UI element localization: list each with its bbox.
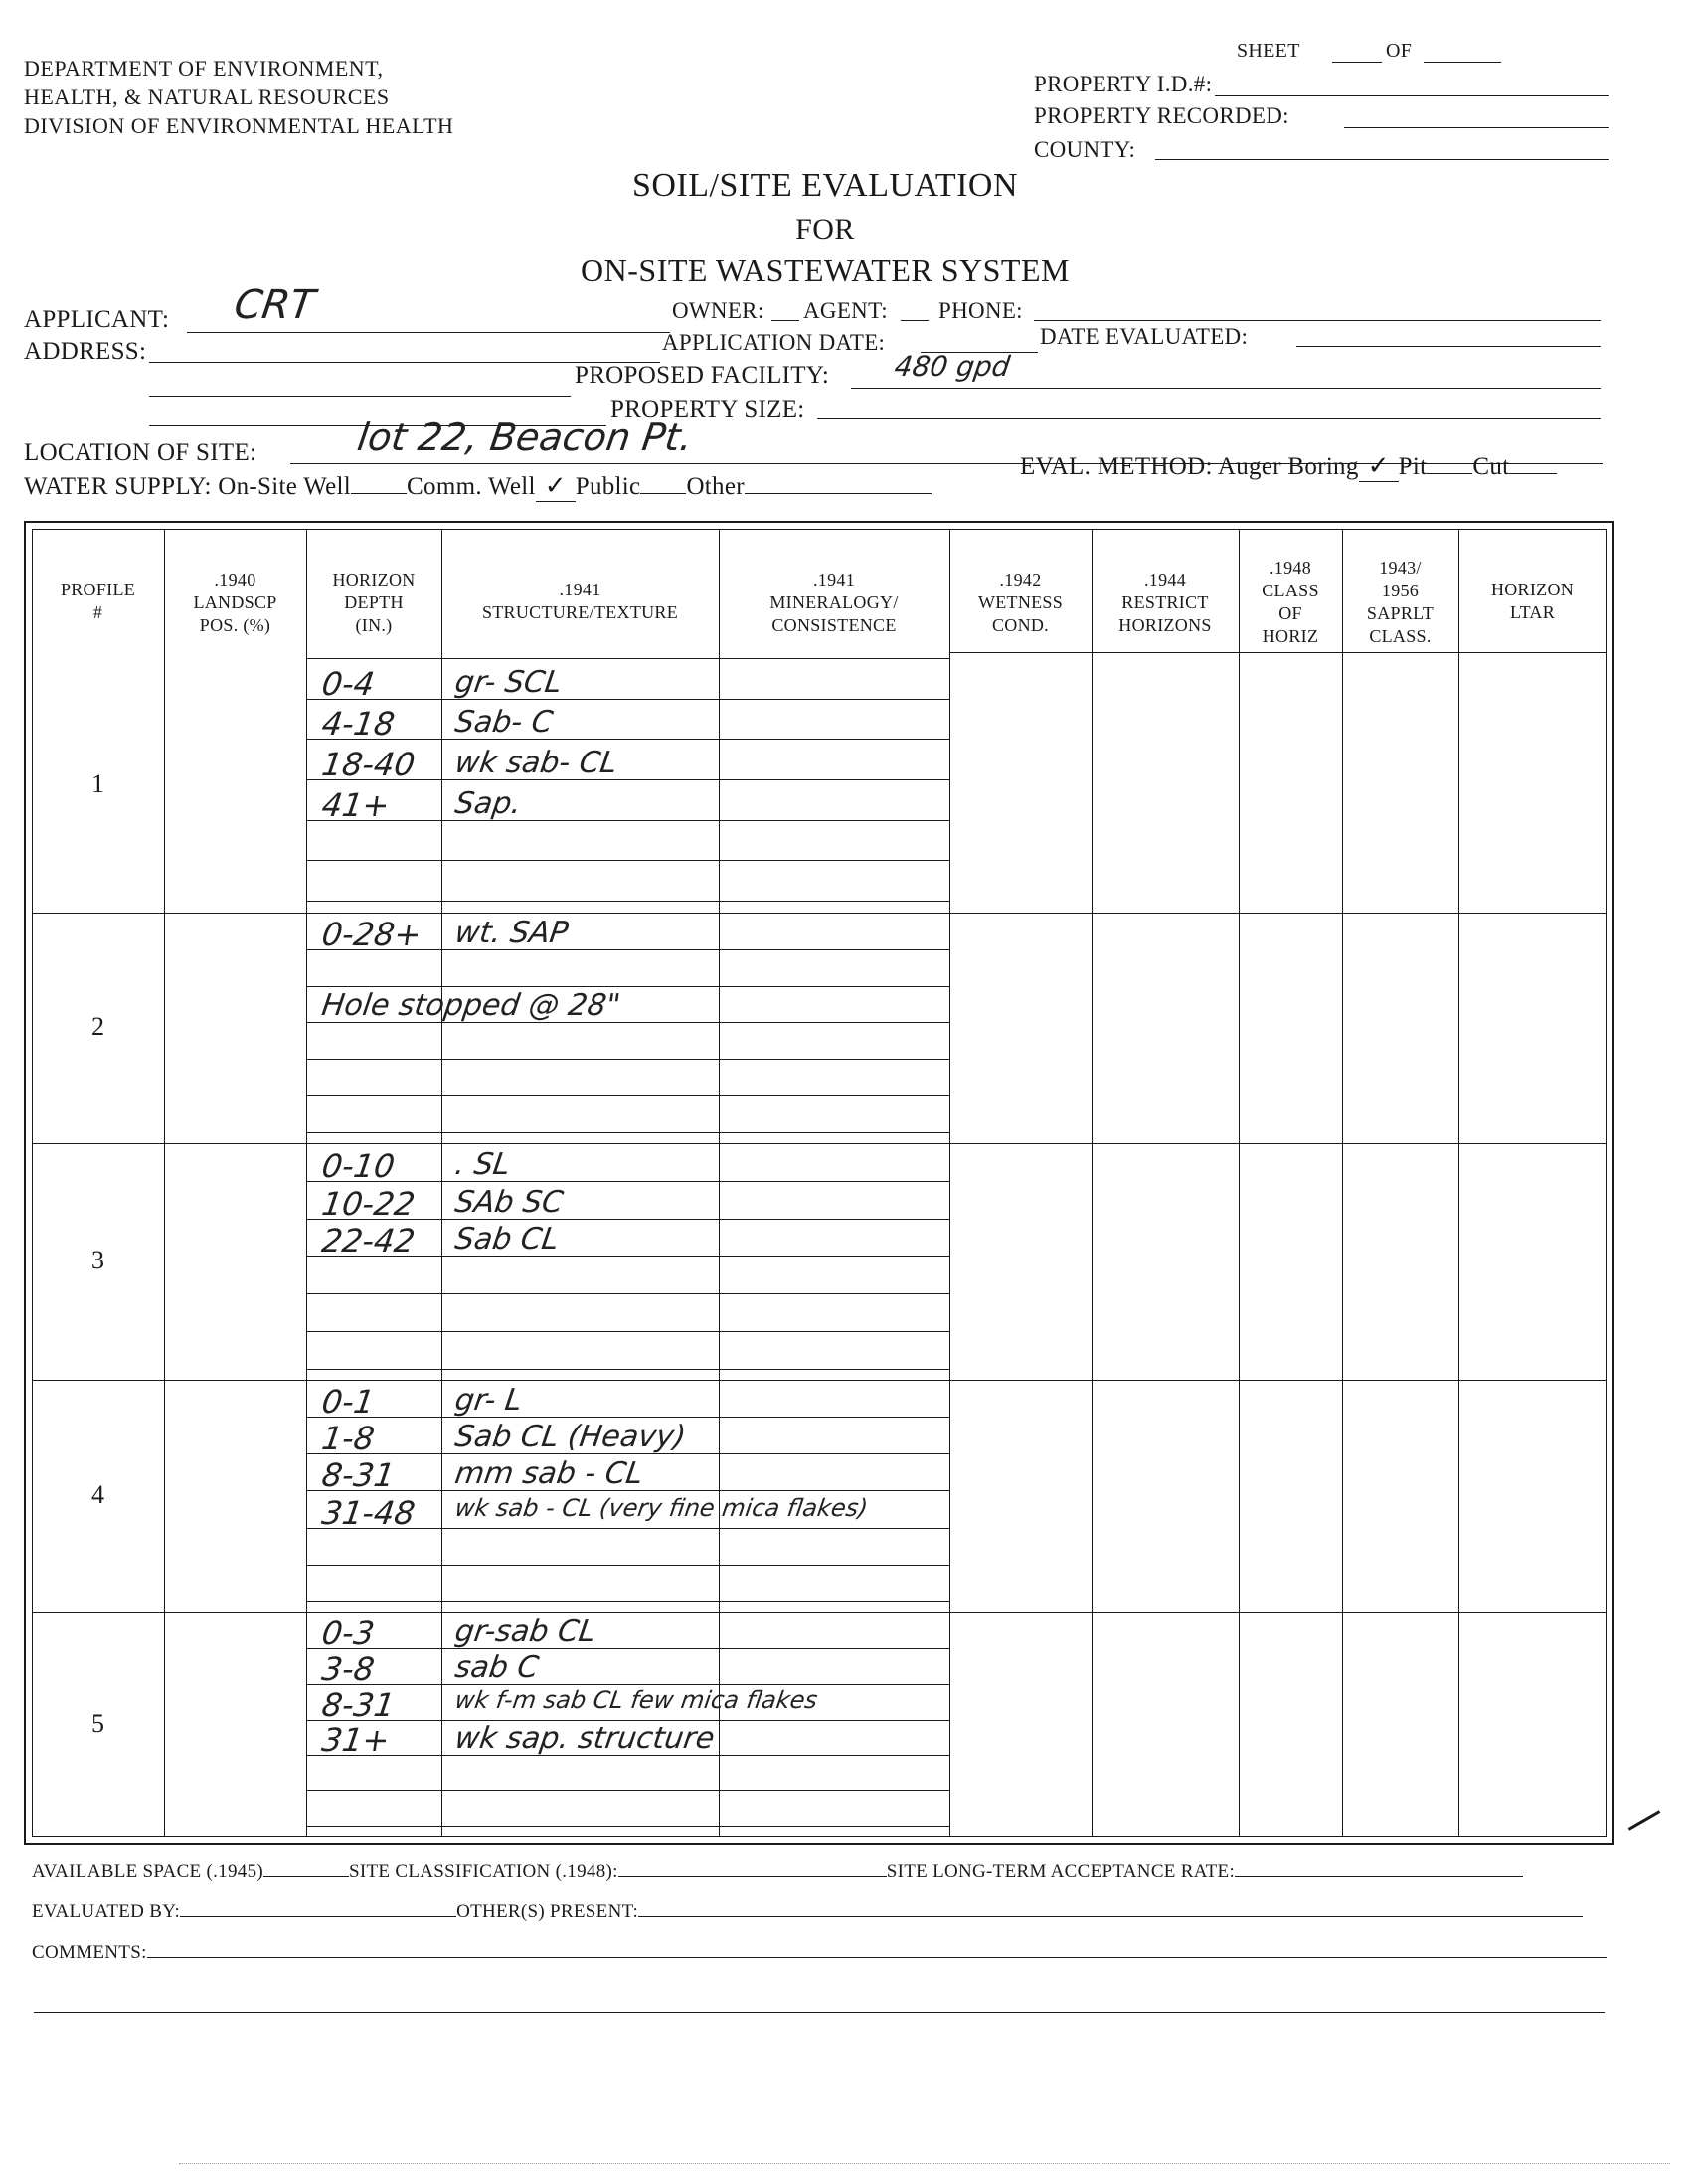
- horizon-texture: SAb SC: [452, 1185, 566, 1220]
- profile-number: 1: [91, 769, 104, 798]
- proposed-facility-field[interactable]: [851, 388, 1601, 389]
- date-evaluated-label: DATE EVALUATED:: [1040, 324, 1249, 349]
- location-value: lot 22, Beacon Pt.: [354, 416, 696, 459]
- comments-field[interactable]: [147, 1957, 1607, 1958]
- sheet-field[interactable]: [1332, 62, 1382, 63]
- column-header: [306, 569, 441, 637]
- dept-line-1: DEPARTMENT OF ENVIRONMENT,: [24, 56, 384, 81]
- header-divider: [306, 658, 949, 659]
- horizon-row-line: [306, 1417, 949, 1418]
- horizon-row-line: [306, 1022, 949, 1023]
- form-title-system: ON-SITE WASTEWATER SYSTEM: [581, 252, 1070, 288]
- column-divider: [719, 529, 720, 1837]
- horizon-row-line: [306, 949, 949, 950]
- column-header: [1458, 579, 1607, 624]
- property-recorded-label: PROPERTY RECORDED:: [1034, 103, 1289, 128]
- auger-field[interactable]: [1359, 451, 1399, 482]
- column-header-line: POS. (%): [199, 615, 271, 635]
- dept-line-3: DIVISION OF ENVIRONMENTAL HEALTH: [24, 113, 454, 138]
- owner-field[interactable]: [771, 320, 799, 321]
- pit-field[interactable]: [1427, 473, 1472, 474]
- comments-label: COMMENTS:: [32, 1942, 147, 1963]
- column-header: [32, 579, 164, 624]
- column-header-line: CLASS: [1262, 581, 1319, 600]
- pit-check-icon: ✓: [1367, 451, 1390, 481]
- evaluated-by-label: EVALUATED BY:: [32, 1901, 181, 1922]
- horizon-texture: Sab- C: [452, 705, 556, 740]
- column-header-line: HORIZON: [332, 570, 416, 589]
- horizon-row-line: [306, 1528, 949, 1529]
- agent-field[interactable]: [901, 320, 929, 321]
- horizon-row-line: [306, 820, 949, 821]
- horizon-texture: wk f-m sab CL few mica flakes: [453, 1686, 820, 1714]
- cut-field[interactable]: [1509, 473, 1557, 474]
- horizon-row-line: [306, 1331, 949, 1332]
- horizon-texture: gr-sab CL: [452, 1614, 598, 1649]
- date-evaluated-field[interactable]: [1296, 346, 1601, 347]
- sheet-label: SHEET: [1237, 40, 1300, 62]
- horizon-row-line: [306, 1369, 949, 1370]
- horizon-depth: 4-18: [319, 705, 398, 743]
- of-label: OF: [1386, 40, 1413, 62]
- public-field[interactable]: [640, 493, 686, 494]
- horizon-row-line: [306, 1132, 949, 1133]
- horizon-texture: sab C: [452, 1650, 542, 1685]
- horizon-depth: 8-31: [319, 1456, 398, 1494]
- column-divider: [1458, 529, 1459, 1837]
- horizon-depth: 41+: [319, 786, 393, 824]
- column-header-line: DEPTH: [344, 592, 404, 612]
- horizon-texture: Sab CL (Heavy): [452, 1420, 688, 1454]
- horizon-texture: wk sap. structure: [452, 1721, 717, 1756]
- proposed-facility-label: PROPOSED FACILITY:: [575, 362, 830, 389]
- other-label: Other: [686, 473, 745, 500]
- column-header-line: .1942: [999, 570, 1042, 589]
- footer-row-1: [32, 1861, 1523, 1883]
- profile-separator: [32, 1380, 1607, 1381]
- horizon-row-line: [306, 1219, 949, 1220]
- county-label: COUNTY:: [1034, 137, 1136, 162]
- horizon-depth: 1-8: [319, 1420, 377, 1457]
- column-header-line: (IN.): [355, 615, 393, 635]
- horizon-row-line: [306, 1720, 949, 1721]
- horizon-depth: 22-42: [319, 1222, 418, 1260]
- applicant-field[interactable]: [187, 332, 670, 333]
- column-header-line: CLASS.: [1369, 626, 1432, 646]
- county-field[interactable]: [1155, 159, 1609, 160]
- phone-label: PHONE:: [938, 298, 1023, 323]
- site-classification-field[interactable]: [618, 1876, 887, 1877]
- horizon-texture: mm sab - CL: [452, 1456, 646, 1491]
- profile-separator: [32, 1612, 1607, 1613]
- location-label: LOCATION OF SITE:: [24, 439, 257, 466]
- onsite-well-label: On-Site Well: [218, 473, 352, 500]
- available-space-field[interactable]: [263, 1876, 349, 1877]
- horizon-texture: gr- SCL: [452, 665, 565, 700]
- horizon-row-line: [306, 1095, 949, 1096]
- column-header-line: HORIZON: [1490, 580, 1575, 599]
- column-header-line: CONSISTENCE: [771, 615, 897, 635]
- profile-number: 4: [91, 1480, 104, 1509]
- horizon-depth: 0-10: [319, 1147, 398, 1185]
- column-header-line: .1941: [813, 570, 855, 589]
- horizon-depth: 8-31: [319, 1686, 398, 1724]
- cut-label: Cut: [1472, 453, 1510, 480]
- horizon-row-line: [306, 1826, 949, 1827]
- column-header-line: RESTRICT: [1121, 592, 1209, 612]
- stray-pen-mark: [1628, 1810, 1661, 1831]
- form-title-for: FOR: [795, 213, 855, 246]
- column-header-line: HORIZONS: [1118, 615, 1212, 635]
- eval-method-row: [1020, 451, 1557, 482]
- horizon-row-line: [306, 1648, 949, 1649]
- comm-well-label: Comm. Well: [407, 473, 536, 500]
- horizon-texture: . SL: [452, 1147, 513, 1182]
- column-header-line: .1941: [559, 580, 601, 599]
- horizon-texture: gr- L: [452, 1383, 525, 1418]
- horizon-row-line: [306, 901, 949, 902]
- profile-separator: [32, 913, 1607, 914]
- column-header: [719, 569, 949, 637]
- column-header-line: PROFILE: [60, 580, 136, 599]
- water-supply-label: WATER SUPPLY:: [24, 473, 212, 500]
- column-divider: [949, 529, 950, 1837]
- column-header-line: SAPRLT: [1366, 603, 1435, 623]
- applicant-value: CRT: [231, 282, 318, 328]
- comments-field-2[interactable]: [34, 2012, 1605, 2013]
- column-divider: [1342, 529, 1343, 1837]
- horizon-depth: 0-3: [319, 1614, 377, 1652]
- horizon-row-line: [306, 1490, 949, 1491]
- horizon-row-line: [306, 1059, 949, 1060]
- column-header-line: .1944: [1144, 570, 1186, 589]
- department-heading: [24, 54, 453, 140]
- table-outer-border: [24, 521, 1614, 1845]
- table-inner-border: [32, 529, 1607, 1837]
- horizon-row-line: [306, 1790, 949, 1791]
- onsite-well-field[interactable]: [351, 493, 407, 494]
- application-date-label: APPLICATION DATE:: [662, 330, 886, 355]
- horizon-row-line: [306, 860, 949, 861]
- column-divider: [1239, 529, 1240, 1837]
- column-header: [949, 569, 1092, 637]
- address-field-2[interactable]: [149, 396, 571, 397]
- column-header-line: .1940: [214, 570, 256, 589]
- horizon-row-line: [306, 986, 949, 987]
- eval-method-label: EVAL. METHOD:: [1020, 453, 1213, 480]
- phone-field[interactable]: [1034, 320, 1601, 321]
- address-label: ADDRESS:: [24, 338, 147, 365]
- horizon-row-line: [306, 1684, 949, 1685]
- column-header: [1092, 569, 1239, 637]
- other-field[interactable]: [745, 493, 932, 494]
- horizon-depth: 3-8: [319, 1650, 377, 1688]
- others-present-field[interactable]: [638, 1916, 1583, 1917]
- horizon-texture: wk sab - CL (very fine mica flakes): [453, 1494, 870, 1522]
- horizon-texture: wt. SAP: [452, 916, 571, 950]
- column-header-line: #: [92, 602, 103, 622]
- public-label: Public: [575, 473, 641, 500]
- horizon-row-line: [306, 779, 949, 780]
- column-header-line: MINERALOGY/: [769, 592, 899, 612]
- horizon-row-line: [306, 1256, 949, 1257]
- column-header: [1342, 557, 1458, 648]
- column-header-line: LTAR: [1509, 602, 1556, 622]
- horizon-depth: 18-40: [319, 746, 418, 783]
- horizon-depth: 0-4: [319, 665, 377, 703]
- ltar-label: SITE LONG-TERM ACCEPTANCE RATE:: [886, 1861, 1236, 1882]
- horizon-row-line: [306, 739, 949, 740]
- horizon-row-line: [306, 699, 949, 700]
- auger-label: Auger Boring: [1217, 453, 1359, 480]
- horizon-depth: 0-28+: [319, 916, 424, 953]
- column-header-line: 1943/: [1379, 558, 1422, 578]
- horizon-row-line: [306, 1293, 949, 1294]
- horizon-row-line: [306, 1181, 949, 1182]
- applicant-label: APPLICANT:: [24, 306, 170, 333]
- owner-label: OWNER:: [672, 298, 764, 323]
- horizon-depth: 10-22: [319, 1185, 418, 1223]
- horizon-texture: Sap.: [452, 786, 524, 821]
- profile-separator: [32, 1143, 1607, 1144]
- column-header-line: WETNESS: [977, 592, 1064, 612]
- comm-well-check-icon: ✓: [544, 471, 567, 501]
- column-header: [1239, 557, 1342, 648]
- of-field[interactable]: [1424, 62, 1501, 63]
- ltar-field[interactable]: [1235, 1876, 1523, 1877]
- column-header: [164, 569, 306, 637]
- horizon-row-line: [306, 1453, 949, 1454]
- column-header-line: 1956: [1381, 581, 1420, 600]
- comm-well-field[interactable]: [536, 471, 576, 502]
- available-space-label: AVAILABLE SPACE (.1945): [32, 1861, 263, 1882]
- property-size-field[interactable]: [817, 418, 1601, 419]
- column-header: [441, 579, 719, 624]
- horizon-row-line: [306, 1755, 949, 1756]
- water-supply-row: [24, 471, 932, 502]
- column-header-line: OF: [1278, 603, 1302, 623]
- footer-row-2: [32, 1901, 1583, 1923]
- property-id-label: PROPERTY I.D.#:: [1034, 72, 1213, 96]
- column-divider: [441, 529, 442, 1837]
- horizon-row-line: [306, 1601, 949, 1602]
- footer-row-3: [32, 1942, 1607, 1964]
- site-classification-label: SITE CLASSIFICATION (.1948):: [349, 1861, 618, 1882]
- column-divider: [164, 529, 165, 1837]
- agent-label: AGENT:: [803, 298, 888, 323]
- form-title: SOIL/SITE EVALUATION: [631, 167, 1019, 204]
- property-recorded-field[interactable]: [1344, 127, 1609, 128]
- header-divider: [949, 652, 1607, 653]
- evaluated-by-field[interactable]: [180, 1916, 456, 1917]
- horizon-depth: 31+: [319, 1721, 393, 1759]
- horizon-depth: 31-48: [319, 1494, 418, 1532]
- dept-line-2: HEALTH, & NATURAL RESOURCES: [24, 84, 390, 109]
- column-divider: [306, 529, 307, 1837]
- horizon-row-line: [306, 1565, 949, 1566]
- horizon-texture: wk sab- CL: [452, 746, 619, 780]
- pit-label: Pit: [1398, 453, 1428, 480]
- property-id-field[interactable]: [1215, 95, 1609, 96]
- profile-note: Hole stopped @ 28": [319, 988, 623, 1023]
- column-header-line: STRUCTURE/TEXTURE: [481, 602, 679, 622]
- profile-number: 3: [91, 1246, 104, 1274]
- column-header-line: HORIZ: [1262, 626, 1319, 646]
- property-size-label: PROPERTY SIZE:: [610, 396, 805, 422]
- bottom-scan-line: [179, 2163, 1670, 2164]
- column-divider: [1092, 529, 1093, 1837]
- others-present-label: OTHER(S) PRESENT:: [456, 1901, 639, 1922]
- proposed-facility-value: 480 gpd: [892, 350, 1012, 383]
- profile-number: 5: [91, 1709, 104, 1738]
- horizon-depth: 0-1: [319, 1383, 377, 1421]
- profile-number: 2: [91, 1012, 104, 1041]
- column-header-line: COND.: [991, 615, 1049, 635]
- column-header-line: LANDSCP: [193, 592, 277, 612]
- horizon-texture: Sab CL: [452, 1222, 562, 1257]
- column-header-line: .1948: [1270, 558, 1311, 578]
